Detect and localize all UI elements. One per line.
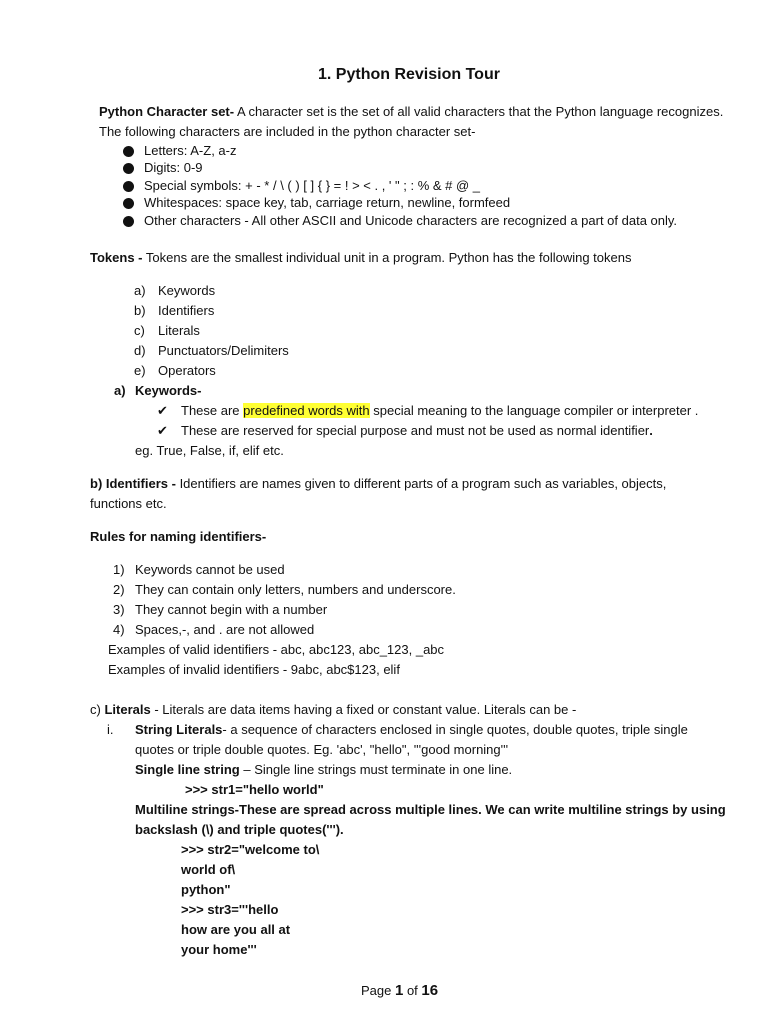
- rule-marker: 2): [113, 582, 125, 597]
- keywords-point-2-period: .: [649, 423, 653, 438]
- charset-bullet-2: Digits: 0-9: [144, 160, 203, 175]
- literals-text: - Literals are data items having a fixed or constant value. Literals can be -: [150, 702, 577, 717]
- string-literals-text-2: quotes or triple double quotes. Eg. 'abc', "hello", '''good morning''': [135, 742, 509, 757]
- highlighted-text: predefined words with: [243, 403, 370, 418]
- footer-current-page: 1: [394, 982, 404, 999]
- list-marker: a): [134, 283, 146, 298]
- footer-total-pages: 16: [421, 982, 439, 999]
- keywords-point-1: [181, 401, 698, 421]
- charset-bullet-1: Letters: A-Z, a-z: [144, 143, 237, 158]
- charset-bullet-4: Whitespaces: space key, tab, carriage return, newline, formfeed: [144, 195, 511, 210]
- code-line: world of\: [181, 862, 236, 877]
- list-marker: d): [134, 343, 146, 358]
- bullet-icon: [123, 198, 134, 209]
- multiline-text-1: Multiline strings-These are spread across multiple lines. We can write multiline strings by using: [135, 802, 726, 817]
- code-line: how are you all at: [181, 922, 291, 937]
- single-line-text: – Single line strings must terminate in one line.: [239, 762, 513, 777]
- invalid-identifiers-example: Examples of invalid identifiers - 9abc, abc$123, elif: [108, 662, 400, 677]
- tokens-list-item: [134, 301, 146, 321]
- code-line: >>> str1="hello world": [185, 782, 324, 797]
- multiline-text-2: backslash (\) and triple quotes(''').: [135, 822, 344, 837]
- bullet-icon: [123, 163, 134, 174]
- tokens-paragraph: [90, 248, 631, 268]
- list-marker: e): [134, 363, 146, 378]
- page-footer: [361, 981, 438, 1001]
- charset-bullet-5: Other characters - All other ASCII and Unicode characters are recognized a part of data only.: [144, 213, 678, 228]
- rule-item: They cannot begin with a number: [135, 602, 328, 617]
- code-line: >>> str3='''hello: [181, 902, 279, 917]
- tokens-heading: Tokens -: [90, 250, 143, 265]
- literals-paragraph: [90, 700, 576, 720]
- page-title: 1. Python Revision Tour: [318, 66, 500, 83]
- keywords-heading: Keywords-: [135, 383, 202, 398]
- rule-item: Keywords cannot be used: [135, 562, 285, 577]
- bullet-icon: [123, 146, 134, 157]
- identifiers-text: Identifiers are names given to different parts of a program such as variables, objects,: [175, 476, 667, 491]
- keywords-point-2: [181, 421, 653, 441]
- identifiers-heading: b) Identifiers -: [90, 476, 176, 491]
- code-line: python": [181, 882, 231, 897]
- tokens-list-item: [134, 281, 146, 301]
- list-marker: b): [134, 303, 146, 318]
- code-line: >>> str2="welcome to\: [181, 842, 320, 857]
- tokens-list-label: Operators: [158, 363, 216, 378]
- tokens-list-item: [134, 361, 146, 381]
- tokens-text: Tokens are the smallest individual unit in a program. Python has the following tokens: [142, 250, 632, 265]
- charset-heading: Python Character set-: [99, 104, 235, 119]
- literal-item-marker: i.: [107, 722, 114, 737]
- tokens-list-item: [134, 321, 145, 341]
- tokens-list-label: Punctuators/Delimiters: [158, 343, 289, 358]
- string-literals-heading: String Literals: [135, 722, 223, 737]
- rule-marker: 4): [113, 622, 125, 637]
- literals-prefix: c): [90, 702, 105, 717]
- list-marker: c): [134, 323, 145, 338]
- charset-text: A character set is the set of all valid characters that the Python language recognizes.: [234, 104, 724, 119]
- rule-item: They can contain only letters, numbers and underscore.: [135, 582, 456, 597]
- valid-identifiers-example: Examples of valid identifiers - abc, abc123, abc_123, _abc: [108, 642, 445, 657]
- single-line-paragraph: [135, 760, 512, 780]
- checkmark-icon: ✔: [157, 403, 168, 418]
- tokens-list-item: [134, 341, 146, 361]
- rule-marker: 1): [113, 562, 125, 577]
- charset-paragraph: [99, 102, 723, 122]
- rules-heading: Rules for naming identifiers-: [90, 529, 267, 544]
- charset-bullet-3: Special symbols: + - * / \ ( ) [ ] { } = ! > < . , ' " ; : % & # @ _: [144, 178, 481, 193]
- bullet-icon: [123, 216, 134, 227]
- keywords-point-2-text: These are reserved for special purpose and must not be used as normal identifier: [181, 423, 650, 438]
- footer-page-word: Page: [361, 983, 395, 998]
- identifiers-paragraph: [90, 474, 666, 494]
- string-literals-paragraph: [135, 720, 688, 740]
- footer-of-word: of: [403, 983, 422, 998]
- tokens-list-label: Identifiers: [158, 303, 215, 318]
- identifiers-text-2: functions etc.: [90, 496, 167, 511]
- tokens-list-label: Keywords: [158, 283, 216, 298]
- charset-text-2: The following characters are included in the python character set-: [99, 124, 476, 139]
- keywords-point-1-text: These are: [181, 403, 244, 418]
- bullet-icon: [123, 181, 134, 192]
- keywords-example: eg. True, False, if, elif etc.: [135, 443, 284, 458]
- keywords-point-1-rest: special meaning to the language compiler or interpreter .: [369, 403, 699, 418]
- rule-item: Spaces,-, and . are not allowed: [135, 622, 315, 637]
- checkmark-icon: ✔: [157, 423, 168, 438]
- keywords-marker: a): [114, 383, 126, 398]
- single-line-heading: Single line string: [135, 762, 240, 777]
- code-line: your home''': [181, 942, 257, 957]
- tokens-list-label: Literals: [158, 323, 200, 338]
- rule-marker: 3): [113, 602, 125, 617]
- literals-heading: Literals: [104, 702, 151, 717]
- string-literals-text: - a sequence of characters enclosed in single quotes, double quotes, triple single: [222, 722, 688, 737]
